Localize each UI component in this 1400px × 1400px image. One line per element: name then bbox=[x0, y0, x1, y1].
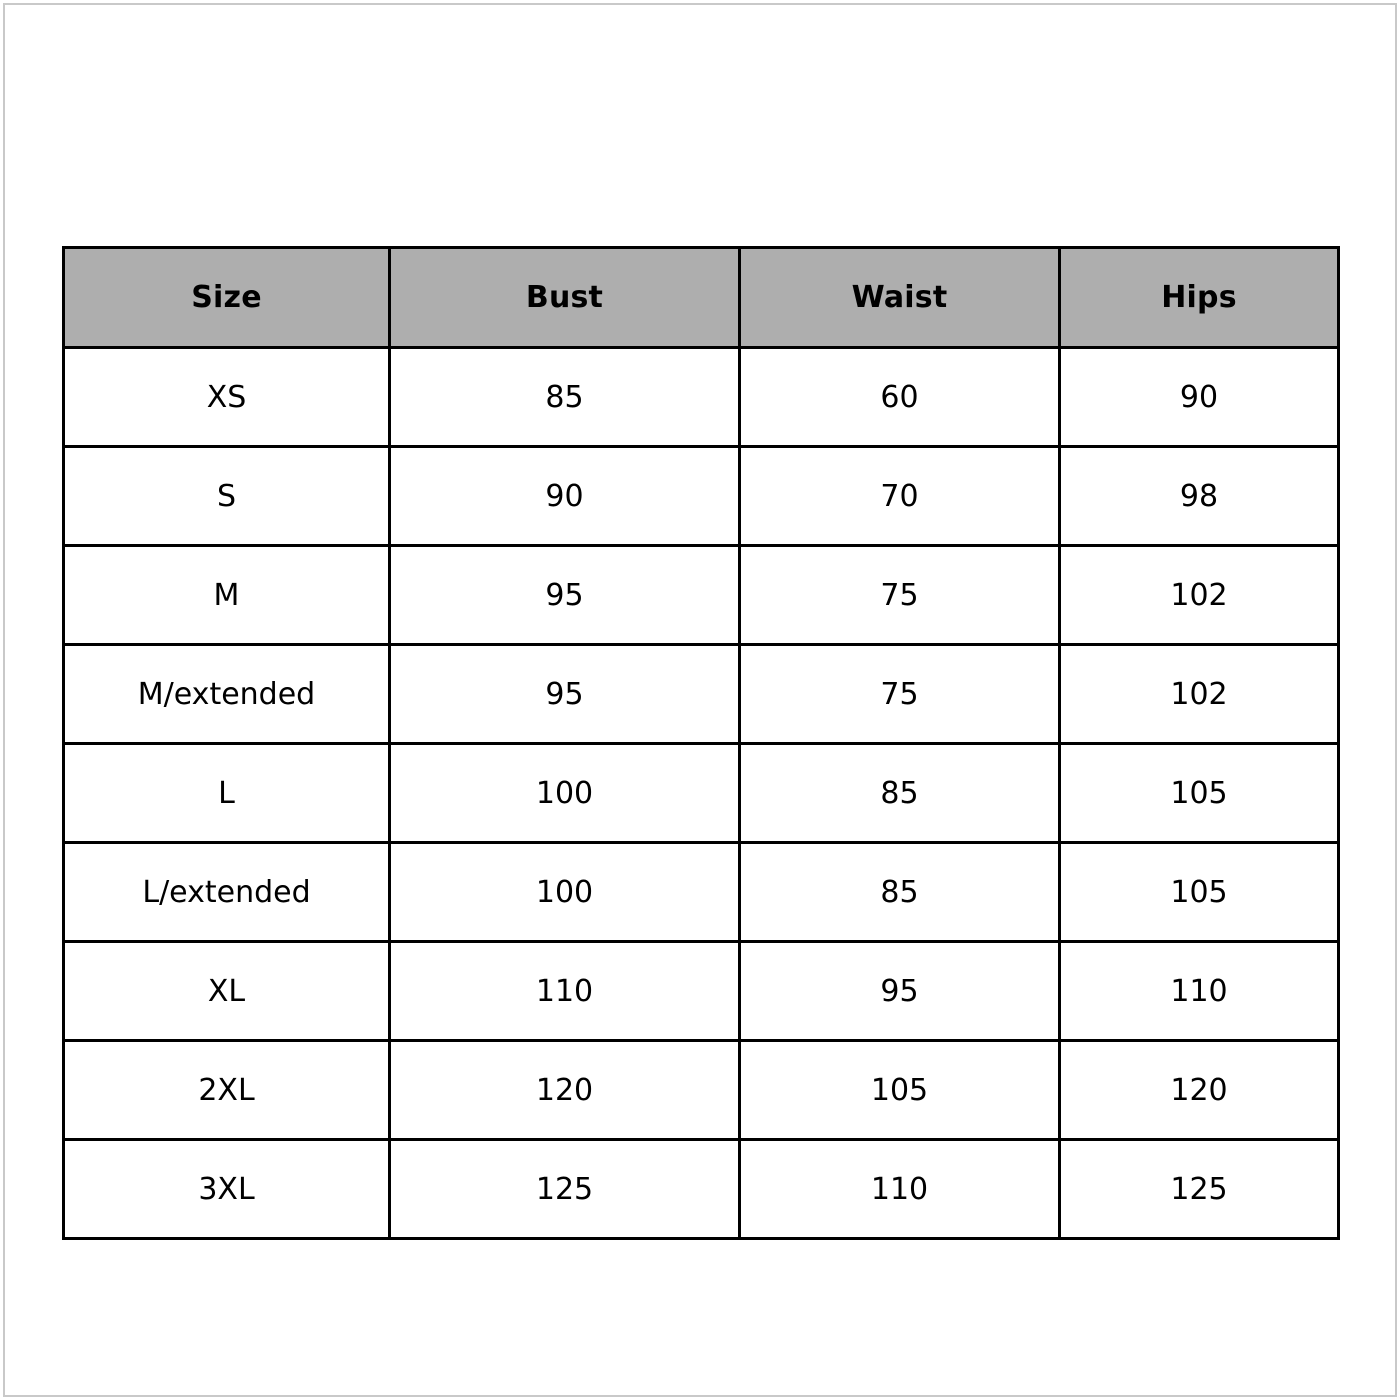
cell-size: XL bbox=[64, 942, 390, 1041]
cell-hips: 105 bbox=[1060, 744, 1339, 843]
column-header-waist: Waist bbox=[740, 248, 1060, 348]
table-row bbox=[64, 1041, 1339, 1140]
cell-waist: 60 bbox=[740, 348, 1060, 447]
cell-hips: 98 bbox=[1060, 447, 1339, 546]
cell-size: M/extended bbox=[64, 645, 390, 744]
size-chart-table bbox=[62, 246, 1340, 1240]
cell-hips: 110 bbox=[1060, 942, 1339, 1041]
cell-size: L bbox=[64, 744, 390, 843]
cell-bust: 100 bbox=[390, 843, 740, 942]
cell-hips: 102 bbox=[1060, 645, 1339, 744]
cell-size: 3XL bbox=[64, 1140, 390, 1239]
table-row bbox=[64, 348, 1339, 447]
cell-bust: 95 bbox=[390, 645, 740, 744]
cell-waist: 75 bbox=[740, 645, 1060, 744]
column-header-hips: Hips bbox=[1060, 248, 1339, 348]
cell-waist: 110 bbox=[740, 1140, 1060, 1239]
table-row bbox=[64, 1140, 1339, 1239]
cell-waist: 75 bbox=[740, 546, 1060, 645]
column-header-size: Size bbox=[64, 248, 390, 348]
cell-waist: 105 bbox=[740, 1041, 1060, 1140]
cell-hips: 120 bbox=[1060, 1041, 1339, 1140]
table-row bbox=[64, 744, 1339, 843]
cell-size: S bbox=[64, 447, 390, 546]
cell-bust: 90 bbox=[390, 447, 740, 546]
cell-bust: 100 bbox=[390, 744, 740, 843]
table-row bbox=[64, 843, 1339, 942]
cell-size: 2XL bbox=[64, 1041, 390, 1140]
cell-bust: 95 bbox=[390, 546, 740, 645]
cell-hips: 125 bbox=[1060, 1140, 1339, 1239]
cell-waist: 85 bbox=[740, 843, 1060, 942]
column-header-bust: Bust bbox=[390, 248, 740, 348]
cell-hips: 105 bbox=[1060, 843, 1339, 942]
table-row bbox=[64, 942, 1339, 1041]
cell-bust: 85 bbox=[390, 348, 740, 447]
cell-waist: 70 bbox=[740, 447, 1060, 546]
cell-bust: 125 bbox=[390, 1140, 740, 1239]
cell-hips: 90 bbox=[1060, 348, 1339, 447]
cell-size: XS bbox=[64, 348, 390, 447]
table-row bbox=[64, 546, 1339, 645]
size-chart-container bbox=[62, 246, 1337, 1240]
cell-bust: 120 bbox=[390, 1041, 740, 1140]
cell-size: L/extended bbox=[64, 843, 390, 942]
cell-waist: 85 bbox=[740, 744, 1060, 843]
table-row bbox=[64, 645, 1339, 744]
cell-hips: 102 bbox=[1060, 546, 1339, 645]
table-row bbox=[64, 447, 1339, 546]
table-header-row bbox=[64, 248, 1339, 348]
cell-bust: 110 bbox=[390, 942, 740, 1041]
cell-waist: 95 bbox=[740, 942, 1060, 1041]
cell-size: M bbox=[64, 546, 390, 645]
